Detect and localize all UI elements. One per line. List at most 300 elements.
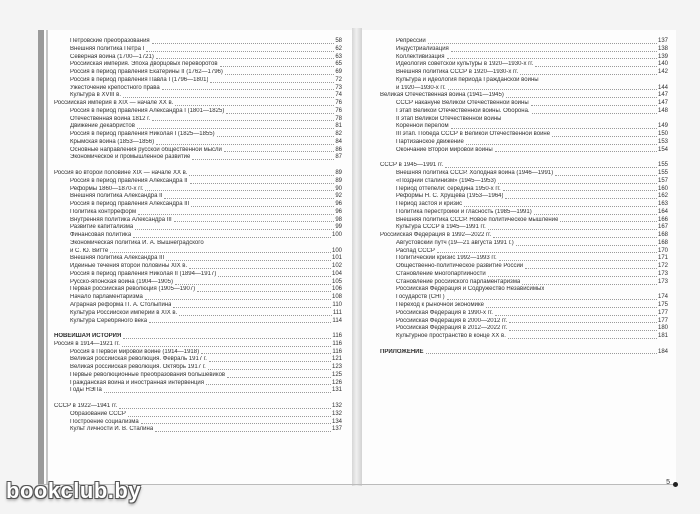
dot-leader — [162, 89, 335, 90]
toc-entry-title: Политика контрреформ — [70, 208, 137, 215]
toc-entry-title: Россия во второй половине XIX — начале XX в. — [54, 170, 188, 176]
toc-entry-page: 147 — [657, 92, 668, 99]
dot-leader — [201, 353, 331, 354]
toc-entry-title: Российская империя. Эпоха дворцовых переворотов — [70, 61, 218, 68]
toc-entry-title: Культура в XVIII в. — [70, 92, 121, 99]
toc-entry-title: Построение социализма — [70, 418, 139, 425]
dot-leader — [495, 151, 657, 152]
toc-entry — [54, 193, 342, 201]
toc-entry-title: Реформы 1860—1870-х гг. — [70, 185, 144, 192]
toc-entry — [380, 255, 668, 263]
toc-entry — [380, 61, 668, 69]
toc-entry — [54, 201, 342, 209]
toc-entry — [54, 46, 342, 54]
toc-entry — [54, 387, 342, 395]
dot-leader — [520, 74, 657, 75]
toc-entry-title: Российская империя в XIX — начале XX в. — [54, 100, 174, 107]
dot-leader — [217, 136, 335, 137]
toc-entry-page: 90 — [335, 185, 342, 192]
toc-entry-title: «Поздний сталинизм» (1945—1953) — [396, 177, 496, 184]
toc-entry-page: 87 — [335, 154, 342, 161]
toc-entry-title: Внешняя политика Александра II — [70, 193, 163, 200]
toc-section — [54, 100, 342, 108]
page-edge-bar — [38, 30, 44, 484]
dot-leader — [466, 144, 657, 145]
toc-entry-page: 144 — [657, 84, 668, 91]
toc-entry-page: 110 — [332, 302, 342, 309]
dot-leader — [135, 229, 334, 230]
dot-leader — [133, 237, 331, 238]
toc-entry-page: 111 — [332, 309, 342, 316]
left-page — [38, 30, 352, 484]
toc-entry-page: 73 — [335, 84, 342, 91]
dot-leader — [488, 229, 657, 230]
toc-entry — [380, 85, 668, 93]
toc-entry — [54, 248, 342, 256]
dot-leader — [110, 252, 331, 253]
toc-entry-title: СССР в 1945—1991 гг. — [380, 162, 444, 169]
dot-leader — [535, 66, 657, 67]
toc-entry — [380, 193, 668, 201]
toc-entry-page: 81 — [335, 123, 342, 130]
dot-leader — [428, 43, 657, 44]
toc-entry-page: 164 — [657, 208, 668, 215]
toc-entry-page: 92 — [335, 193, 342, 200]
dot-leader — [555, 175, 657, 176]
dot-leader — [104, 392, 331, 393]
dot-leader — [534, 214, 657, 215]
toc-entry — [54, 287, 342, 295]
dot-leader — [516, 245, 657, 246]
toc-entry — [380, 131, 668, 139]
toc-section — [380, 92, 668, 100]
dot-leader — [488, 276, 657, 277]
dot-leader — [152, 120, 334, 121]
toc-entry-title: Российская Федерация в 2012—2022 гг. — [396, 325, 508, 332]
toc-entry-page: 106 — [331, 286, 342, 293]
toc-entry-title: Культура Серебряного века — [70, 317, 148, 324]
dot-leader — [226, 113, 334, 114]
toc-entry-page: 139 — [657, 53, 668, 60]
toc-entry-page: 168 — [657, 239, 668, 246]
toc-entry — [54, 255, 342, 263]
toc-entry-title: ПРИЛОЖЕНИЕ — [380, 348, 424, 355]
dot-leader — [189, 268, 331, 269]
toc-entry-title: Начало парламентаризма — [70, 294, 143, 301]
dot-leader — [123, 97, 334, 98]
toc-entry-title: Партизанское движение — [396, 138, 464, 145]
toc-entry — [54, 263, 342, 271]
toc-entry — [54, 209, 342, 217]
toc-entry-title: СССР в 1922—1941 гг. — [54, 402, 118, 409]
toc-entry-page: 167 — [657, 224, 668, 231]
dot-leader — [141, 423, 331, 424]
toc-entry-page: 138 — [657, 45, 668, 52]
toc-entry-title: Гражданская война и иностранная интервенция — [70, 379, 205, 386]
toc-entry-page: 184 — [657, 348, 668, 355]
toc-entry — [54, 240, 342, 248]
toc-entry — [380, 178, 668, 186]
dot-leader — [220, 66, 335, 67]
toc-entry-page: 170 — [657, 247, 668, 254]
toc-entry-page: 132 — [331, 410, 342, 417]
toc-entry-title: III этап. Победа СССР в Великой Отечественной войне — [396, 131, 551, 138]
dot-leader — [451, 128, 657, 129]
toc-section — [54, 341, 342, 349]
toc-entry — [380, 248, 668, 256]
toc-entry-page: 172 — [657, 263, 668, 270]
watermark: bookclub.by — [6, 478, 142, 503]
toc-entry — [54, 77, 342, 85]
toc-entry-page: 177 — [657, 309, 668, 316]
toc-entry-title: Россия в период правления Александра III — [70, 201, 190, 208]
toc-entry — [54, 294, 342, 302]
dot-leader — [179, 315, 332, 316]
toc-entry — [54, 139, 342, 147]
toc-entry-title: Северная война (1700—1721) — [70, 53, 154, 60]
toc-entry-title: Крымская война (1853—1856) — [70, 138, 155, 145]
dot-leader — [156, 144, 334, 145]
toc-entry — [380, 310, 668, 318]
toc-entry-page: 100 — [331, 232, 342, 239]
toc-entry-title: СССР накануне Великой Отечественной войны — [396, 100, 529, 107]
toc-entry-title: Внешняя политика Петра I — [70, 45, 145, 52]
toc-entry — [380, 263, 668, 271]
toc-right — [380, 38, 668, 356]
toc-entry-title: Идеология советской культуры в 1920—1930-х гг. — [396, 61, 534, 68]
toc-entry-title: Русско-японская война (1904—1905) — [70, 278, 173, 285]
toc-entry-page: 86 — [335, 146, 342, 153]
toc-entry-title: Становление российского парламентаризма — [396, 278, 521, 285]
dot-leader — [138, 214, 334, 215]
dot-leader — [552, 136, 657, 137]
toc-entry-page: 126 — [331, 379, 342, 386]
toc-entry — [54, 108, 342, 116]
toc-entry-page: 132 — [331, 402, 342, 409]
toc-entry — [54, 92, 342, 100]
toc-entry — [54, 426, 342, 434]
toc-entry-page: 63 — [335, 53, 342, 60]
dot-leader — [560, 221, 657, 222]
toc-entry-page: 104 — [331, 270, 342, 277]
toc-entry-title: Индустриализация — [396, 45, 449, 52]
toc-entry-page: 147 — [657, 100, 668, 107]
toc-entry — [54, 372, 342, 380]
dot-leader — [499, 260, 657, 261]
toc-entry-page: 96 — [335, 201, 342, 208]
toc-entry-page: 140 — [657, 61, 668, 68]
toc-entry — [54, 364, 342, 372]
dot-leader — [448, 89, 657, 90]
dot-leader — [525, 268, 657, 269]
toc-section — [380, 232, 668, 240]
toc-entry-page: 89 — [335, 170, 342, 176]
dot-leader — [218, 276, 331, 277]
toc-entry-page: 89 — [335, 177, 342, 184]
dot-leader — [522, 284, 657, 285]
toc-entry — [54, 154, 342, 162]
toc-entry-page: 155 — [657, 170, 668, 176]
toc-entry-page: 116 — [332, 340, 342, 347]
page-edge-line — [46, 30, 48, 484]
toc-entry — [54, 85, 342, 93]
toc-entry-page: 125 — [331, 371, 342, 378]
toc-section — [54, 170, 342, 178]
toc-entry-title: Коренной перелом — [396, 123, 449, 130]
toc-entry-title: Петровские преобразования — [70, 37, 150, 44]
toc-entry — [54, 318, 342, 326]
toc-entry-title: Культурное пространство в конце XX в. — [396, 333, 506, 340]
toc-entry-page: 123 — [331, 364, 342, 371]
toc-entry — [54, 38, 342, 46]
toc-entry-title: и С. Ю. Витте — [70, 247, 109, 254]
toc-entry-page: 76 — [335, 100, 342, 107]
toc-entry-page: 163 — [657, 201, 668, 208]
dot-leader — [155, 431, 331, 432]
toc-entry — [54, 271, 342, 279]
toc-entry — [380, 325, 668, 333]
toc-entry-page: 168 — [657, 232, 668, 239]
toc-entry — [380, 108, 668, 116]
toc-entry-title: Идейные течения второй половины XIX в. — [70, 263, 188, 270]
dot-leader — [225, 74, 334, 75]
toc-entry-page: 105 — [331, 278, 342, 285]
toc-entry — [380, 116, 668, 124]
dot-leader — [197, 291, 331, 292]
toc-entry-title: Отечественная война 1812 г. — [70, 115, 151, 122]
toc-left — [54, 38, 342, 434]
toc-entry-page: 166 — [657, 216, 668, 223]
toc-entry — [380, 54, 668, 62]
dot-leader — [174, 221, 335, 222]
toc-entry-title: Великая Отечественная война (1941—1945) — [380, 92, 504, 99]
toc-entry-page: 78 — [335, 115, 342, 122]
toc-entry-title: Образование СССР — [70, 410, 126, 417]
toc-entry — [54, 61, 342, 69]
dot-leader — [206, 384, 331, 385]
toc-entry — [380, 147, 668, 155]
toc-entry-title: и 1920—1930-х гг. — [396, 84, 446, 91]
toc-entry-page: 153 — [657, 138, 668, 145]
toc-entry-page: 155 — [657, 162, 668, 169]
toc-entry-page: 72 — [335, 76, 342, 83]
toc-entry-title: Внешняя политика СССР. Холодная война (1946—1991) — [396, 170, 554, 176]
dot-leader — [145, 299, 331, 300]
toc-entry — [54, 419, 342, 427]
dot-leader — [146, 51, 334, 52]
toc-entry-page: 131 — [331, 387, 342, 394]
toc-entry-page: 84 — [335, 138, 342, 145]
dot-leader — [505, 198, 657, 199]
toc-entry-title: Экономическая политика И. А. Вышнеградского — [70, 239, 204, 246]
toc-entry-title: Россия в период правления Николая II (1894—1917) — [70, 270, 217, 277]
toc-entry-page: 65 — [335, 61, 342, 68]
toc-section — [54, 333, 342, 341]
toc-entry-title: Реформы Н. С. Хрущёва (1953—1964) — [396, 193, 504, 200]
toc-entry — [380, 294, 668, 302]
toc-entry-title: Россия в период правления Павла I (1796—1801) — [70, 76, 209, 83]
dot-leader — [451, 51, 657, 52]
dot-leader — [149, 322, 331, 323]
dot-leader — [123, 338, 331, 339]
toc-entry-page: 100 — [331, 247, 342, 254]
toc-entry — [380, 100, 668, 108]
dot-leader — [210, 82, 334, 83]
toc-entry-title: Россия в Первой мировой войне (1914—1918) — [70, 348, 200, 355]
toc-entry-page: 76 — [335, 107, 342, 114]
dot-leader — [137, 128, 334, 129]
dot-leader — [493, 237, 657, 238]
dot-leader — [208, 369, 331, 370]
toc-entry — [380, 240, 668, 248]
toc-entry-title: Переход к рыночной экономике — [396, 302, 484, 309]
toc-entry-title: Россия в период правления Александра II — [70, 177, 188, 184]
toc-entry-title: Культ личности И. В. Сталина — [70, 426, 154, 433]
toc-entry-page: 108 — [331, 294, 342, 301]
toc-entry-page: 116 — [332, 333, 342, 340]
toc-entry-page: 160 — [657, 185, 668, 192]
toc-entry-page: 137 — [331, 426, 342, 433]
toc-entry — [54, 380, 342, 388]
toc-section — [380, 349, 668, 357]
toc-entry-page: 148 — [657, 107, 668, 114]
toc-entry-page: 114 — [332, 317, 342, 324]
toc-entry — [380, 224, 668, 232]
toc-entry-page: 82 — [335, 131, 342, 138]
toc-entry-title: Россия в период правления Екатерины II (1762—1796) — [70, 69, 223, 76]
toc-entry — [54, 178, 342, 186]
toc-entry-page: 99 — [335, 224, 342, 231]
toc-section — [380, 162, 668, 170]
dot-leader — [426, 353, 657, 354]
toc-entry-page: 134 — [331, 418, 342, 425]
toc-entry-title: Российская Федерация и Содружество Независимых — [396, 286, 545, 293]
dot-leader — [495, 315, 657, 316]
toc-entry-title: II этап Великой Отечественной войны — [396, 115, 502, 122]
toc-entry — [54, 54, 342, 62]
dot-leader — [227, 377, 331, 378]
toc-entry — [380, 69, 668, 77]
dot-leader — [119, 408, 331, 409]
dot-leader — [209, 361, 331, 362]
dot-leader — [486, 307, 657, 308]
toc-entry-title: Аграрная реформа П. А. Столыпина — [70, 302, 172, 309]
toc-entry — [54, 310, 342, 318]
dot-leader — [152, 43, 335, 44]
toc-entry — [54, 232, 342, 240]
toc-entry-title: Окончание Второй мировой войны — [396, 146, 493, 153]
toc-entry-title: Ужесточение крепостного права — [70, 84, 160, 91]
toc-entry — [380, 77, 668, 85]
dot-leader — [447, 299, 657, 300]
toc-entry-page: 102 — [331, 263, 342, 270]
toc-entry-title: Годы НЭПа — [70, 387, 102, 394]
dot-leader — [531, 105, 657, 106]
toc-entry-page: 171 — [657, 255, 668, 262]
toc-entry-title: Становление многопартийности — [396, 270, 486, 277]
dot-leader — [506, 97, 657, 98]
toc-entry — [380, 287, 668, 295]
toc-entry-title: Российская Федерация в 1992—2022 гг. — [380, 232, 492, 239]
toc-section — [54, 403, 342, 411]
toc-entry-title: Движение декабристов — [70, 123, 135, 130]
toc-entry-title: Россия в период правления Николая I (1825—1855) — [70, 131, 215, 138]
toc-entry-page: 58 — [335, 37, 342, 44]
dot-leader — [445, 167, 657, 168]
toc-entry — [54, 147, 342, 155]
toc-entry-title: I этап Великой Отечественной войны. Оборона. — [396, 107, 530, 114]
dot-leader — [498, 183, 657, 184]
toc-entry-page: 142 — [657, 69, 668, 76]
toc-entry-title: Россия в период правления Александра I (1801—1825) — [70, 107, 225, 114]
toc-entry — [380, 38, 668, 46]
dot-leader — [191, 206, 334, 207]
toc-entry-page: 62 — [335, 45, 342, 52]
toc-entry-page: 181 — [657, 333, 668, 340]
dot-leader — [145, 190, 334, 191]
toc-entry-title: Развитие капитализма — [70, 224, 134, 231]
toc-entry-title: НОВЕЙШАЯ ИСТОРИЯ — [54, 333, 122, 340]
dot-leader — [224, 151, 334, 152]
dot-leader — [190, 183, 335, 184]
toc-entry-title: Финансовая политика — [70, 232, 132, 239]
toc-entry — [380, 271, 668, 279]
toc-entry — [380, 170, 668, 178]
toc-entry-title: Период оттепели: середина 1950-х гг. — [396, 185, 501, 192]
toc-entry — [54, 123, 342, 131]
dot-leader — [175, 105, 334, 106]
folio-dot-icon — [673, 482, 678, 487]
toc-entry-page: 174 — [657, 294, 668, 301]
dot-leader — [122, 346, 332, 347]
dot-leader — [192, 159, 334, 160]
dot-leader — [508, 338, 657, 339]
toc-entry-title: Политика перестройки и гласность (1985—1991) — [396, 208, 532, 215]
toc-entry-page: 116 — [332, 348, 342, 355]
toc-entry — [380, 302, 668, 310]
toc-entry — [380, 123, 668, 131]
toc-entry-title: Государств (СНГ) — [396, 294, 445, 301]
toc-entry-title: Распад СССР — [396, 247, 435, 254]
toc-entry-title: Культура и идеология периода Гражданской войны — [396, 76, 539, 83]
dot-leader — [189, 175, 334, 176]
toc-entry-page: 74 — [335, 92, 342, 99]
toc-entry-title: Репрессии — [396, 37, 426, 44]
toc-entry-title: Культура Российской империи в XIX в. — [70, 309, 178, 316]
toc-entry — [54, 356, 342, 364]
toc-entry-title: Августовский путч (19—21 августа 1991 г.) — [396, 239, 514, 246]
dot-leader — [503, 190, 657, 191]
toc-entry-page: 149 — [657, 123, 668, 130]
toc-entry-title: Первые революционные преобразования большевиков — [70, 371, 226, 378]
toc-entry — [54, 279, 342, 287]
toc-entry-title: Коллективизация — [396, 53, 445, 60]
right-page — [362, 30, 676, 484]
toc-entry-page: 98 — [335, 216, 342, 223]
toc-entry-page: 175 — [657, 302, 668, 309]
toc-entry-page: 101 — [331, 255, 342, 262]
toc-entry-title: Великая российская революция. Октябрь 1917 г. — [70, 364, 206, 371]
dot-leader — [128, 416, 331, 417]
toc-entry-title: Общественно-политическое развитие России — [396, 263, 524, 270]
page-number: 5 — [666, 479, 670, 486]
toc-entry — [380, 209, 668, 217]
dot-leader — [509, 330, 657, 331]
toc-entry — [380, 201, 668, 209]
toc-entry-title: Внешняя политика СССР в 1920—1930-х гг. — [396, 69, 519, 76]
toc-entry-title: Период застоя и кризис — [396, 201, 463, 208]
toc-entry-title: Внешняя политика Александра III — [70, 255, 165, 262]
